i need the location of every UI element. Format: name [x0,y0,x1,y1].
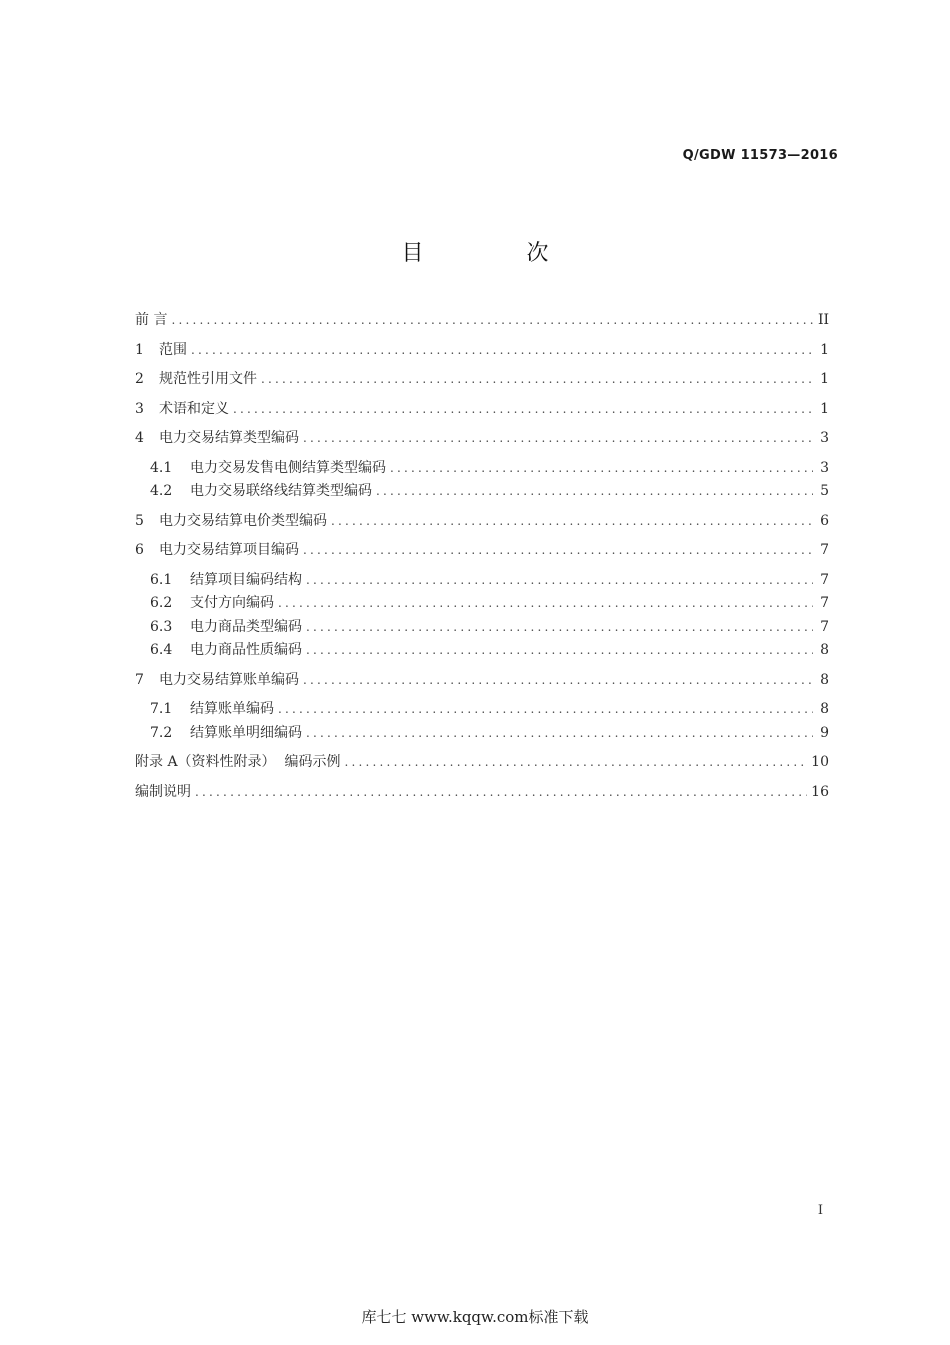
toc-entry-page: 6 [820,512,829,529]
toc-entry-6[interactable] [135,539,829,563]
toc-leader-dots [233,398,813,422]
toc-entry-number: 5 [135,512,144,529]
toc-entry-page: 3 [820,430,829,446]
toc-entry-number: 6.3 [150,618,173,635]
toc-leader-dots [278,592,813,616]
toc-entry-4-2[interactable] [135,480,829,504]
toc-entry-appendix-a[interactable] [135,751,829,775]
toc-entry-page: 16 [811,783,829,800]
toc-entry-page: 1 [820,371,829,387]
toc-entry-page: 10 [811,754,829,770]
toc-entry-number: 6.2 [150,595,173,611]
toc-entry-label: 电力交易结算账单编码 [159,671,299,688]
toc-entry-page: 7 [820,618,829,635]
toc-entry-page: 9 [820,724,829,741]
toc-entry-label: 附录 A（资料性附录） 编码示例 [135,754,341,770]
toc-leader-dots [306,569,813,593]
toc-entry-1[interactable] [135,339,829,363]
toc-entry-number: 4 [135,430,144,446]
toc-entry-number: 4.2 [150,483,173,499]
toc-entry-label: 结算账单编码 [190,701,274,717]
table-of-contents [135,309,829,804]
toc-leader-dots [306,639,813,663]
toc-entry-7[interactable] [135,669,829,693]
toc-entry-label: 结算项目编码结构 [190,571,302,588]
toc-leader-dots [303,539,813,563]
toc-entry-7-1[interactable] [135,698,829,722]
toc-entry-number: 6.1 [150,571,173,588]
page-number: I [817,1203,823,1218]
toc-entry-6-3[interactable] [135,616,829,640]
toc-entry-number: 7.2 [150,724,173,741]
toc-entry-label: 前 言 [135,312,168,328]
toc-entry-3[interactable] [135,398,829,422]
toc-entry-foreword[interactable] [135,309,829,333]
toc-entry-number: 6.4 [150,642,173,658]
toc-leader-dots [171,309,813,333]
toc-entry-label: 规范性引用文件 [159,371,257,387]
toc-leader-dots [390,457,813,481]
toc-entry-5[interactable] [135,510,829,534]
document-code: Q/GDW 11573—2016 [682,148,838,163]
toc-entry-label: 电力交易结算类型编码 [159,430,299,446]
toc-entry-number: 7.1 [150,701,173,717]
toc-leader-dots [303,427,813,451]
toc-entry-compilation-notes[interactable] [135,781,829,805]
toc-entry-page: 1 [820,341,829,358]
toc-entry-page: II [817,312,829,328]
toc-leader-dots [376,480,813,504]
toc-entry-label: 支付方向编码 [190,595,274,611]
toc-entry-page: 3 [820,459,829,476]
toc-entry-2[interactable] [135,368,829,392]
toc-leader-dots [306,722,813,746]
toc-leader-dots [195,781,807,805]
toc-entry-label: 范围 [159,341,187,358]
toc-leader-dots [344,751,807,775]
toc-entry-4[interactable] [135,427,829,451]
toc-entry-page: 8 [820,671,829,688]
toc-entry-page: 8 [820,642,829,658]
toc-entry-label: 编制说明 [135,783,191,800]
toc-entry-label: 电力交易结算项目编码 [159,542,299,558]
watermark-footer: 库七七 www.kqqw.com标准下载 [361,1308,589,1326]
toc-leader-dots [278,698,813,722]
toc-entry-label: 电力交易发售电侧结算类型编码 [190,459,386,476]
toc-entry-page: 5 [820,483,829,499]
toc-leader-dots [261,368,813,392]
toc-entry-number: 2 [135,371,144,387]
toc-entry-number: 6 [135,542,144,558]
toc-entry-4-1[interactable] [135,457,829,481]
toc-entry-number: 3 [135,400,144,417]
toc-entry-page: 7 [820,542,829,558]
toc-leader-dots [191,339,813,363]
toc-entry-number: 1 [135,341,144,358]
toc-entry-label: 电力商品类型编码 [190,618,302,635]
toc-entry-number: 4.1 [150,459,173,476]
toc-entry-label: 电力交易结算电价类型编码 [159,512,327,529]
toc-entry-7-2[interactable] [135,722,829,746]
toc-entry-page: 7 [820,571,829,588]
toc-entry-label: 术语和定义 [159,400,229,417]
toc-entry-label: 结算账单明细编码 [190,724,302,741]
toc-leader-dots [303,669,813,693]
toc-entry-6-1[interactable] [135,569,829,593]
toc-entry-number: 7 [135,671,144,688]
toc-entry-label: 电力交易联络线结算类型编码 [190,483,372,499]
toc-leader-dots [306,616,813,640]
toc-title: 目 次 [401,241,597,266]
toc-entry-label: 电力商品性质编码 [190,642,302,658]
toc-entry-page: 1 [820,400,829,417]
toc-leader-dots [331,510,813,534]
toc-entry-page: 8 [820,701,829,717]
toc-entry-6-4[interactable] [135,639,829,663]
toc-entry-6-2[interactable] [135,592,829,616]
toc-entry-page: 7 [820,595,829,611]
